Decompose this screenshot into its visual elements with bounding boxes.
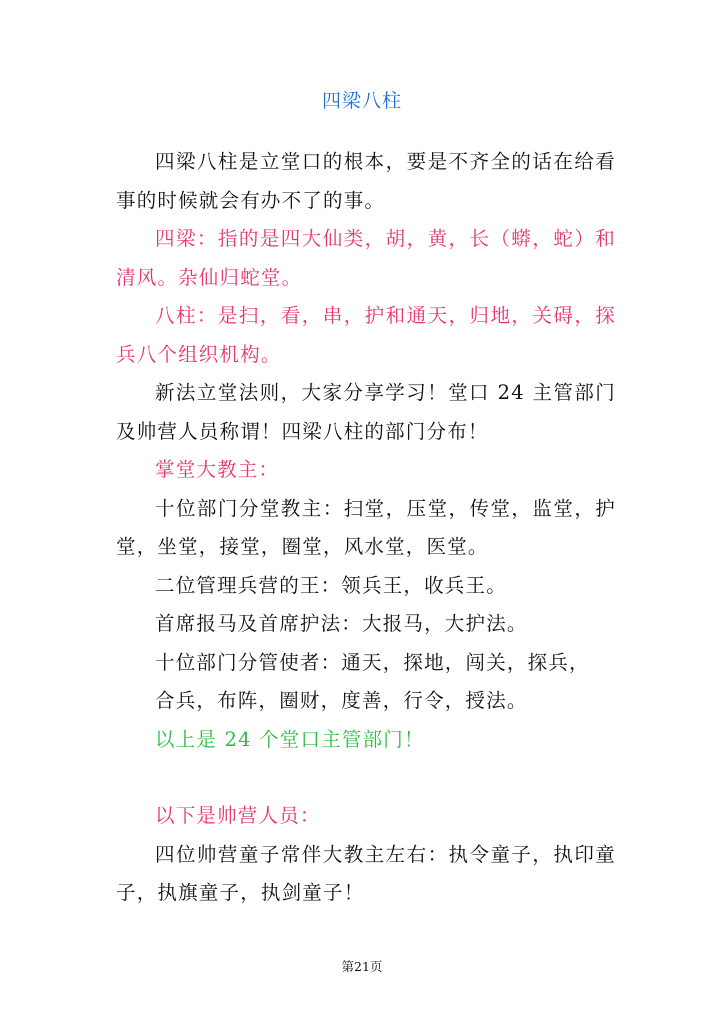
paragraph-summary: 以上是 24 个堂口主管部门！ xyxy=(155,727,425,751)
paragraph-new-rules: 新法立堂法则，大家分享学习！堂口 24 主管部门及帅营人员称谓！四梁八柱的部门分布！ xyxy=(116,381,616,443)
paragraph-eight-pillars: 八柱：是扫，看，串，护和通天，归地，关碍，探兵八个组织机构。 xyxy=(116,304,616,366)
paragraph-ten-envoys-cont: 合兵，布阵，圈财，度善，行令，授法。 xyxy=(155,689,528,712)
paragraph-ten-envoys: 十位部门分管使者：通天，探地，闯关，探兵， xyxy=(155,650,590,674)
heading-grand-master: 掌堂大教主： xyxy=(155,458,280,481)
paragraph-chief-messenger: 首席报马及首席护法：大报马，大护法。 xyxy=(155,612,528,635)
paragraph-four-attendants: 四位帅营童子常伴大教主左右：执令童子，执印童子，执旗童子，执剑童子！ xyxy=(116,842,616,904)
paragraph-ten-hall-masters: 十位部门分堂教主：扫堂，压堂，传堂，监堂，护堂，坐堂，接堂，圈堂，风水堂，医堂。 xyxy=(116,496,616,558)
page-number: 第21页 xyxy=(341,959,383,974)
document-body xyxy=(116,143,616,913)
paragraph-two-kings: 二位管理兵营的王：领兵王，收兵王。 xyxy=(155,573,507,597)
paragraph-four-beams: 四梁：指的是四大仙类，胡，黄，长（蟒，蛇）和清风。杂仙归蛇堂。 xyxy=(116,227,616,289)
paragraph-intro: 四梁八柱是立堂口的根本，要是不齐全的话在给看事的时候就会有办不了的事。 xyxy=(116,150,616,212)
heading-camp-personnel: 以下是帅营人员： xyxy=(155,804,321,827)
blank-line xyxy=(116,759,616,797)
page-title: 四梁八柱 xyxy=(321,90,402,112)
